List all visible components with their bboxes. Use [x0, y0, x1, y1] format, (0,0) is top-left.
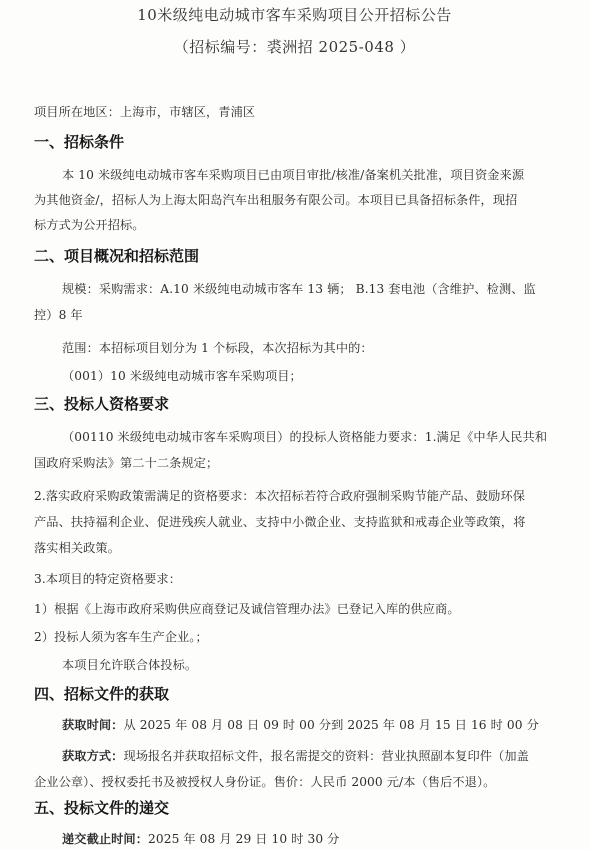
section-3-line-6: 3.本项目的特定资格要求：	[34, 572, 181, 586]
section-3-line-4: 产品、扶持福利企业、促进残疾人就业、支持中小微企业、支持监狱和戒毒企业等政策，将	[34, 515, 526, 529]
section-4-method-line	[62, 747, 529, 764]
section-5-deadline-line	[62, 830, 339, 847]
acquire-method-value: 现场报名并获取招标文件，报名需提交的资料：营业执照副本复印件（加盖	[123, 749, 529, 763]
section-2-scale-line-1: 规模：采购需求：A.10 米级纯电动城市客车 13 辆； B.13 套电池（含维护、检测、监	[62, 282, 536, 296]
section-4-heading: 四、招标文件的获取	[34, 685, 170, 703]
deadline-label: 递交截止时间：	[62, 832, 149, 846]
document-title: 10米级纯电动城市客车采购项目公开招标公告	[137, 6, 452, 24]
section-2-heading: 二、项目概况和招标范围	[34, 247, 200, 265]
section-1-line-3: 标方式为公开招标。	[34, 218, 145, 232]
section-4-line-3: 企业公章）、授权委托书及被授权人身份证。售价：人民币 2000 元/本（售后不退）。	[34, 775, 496, 789]
deadline-value: 2025 年 08 月 29 日 10 时 30 分	[148, 832, 340, 846]
project-region: 项目所在地区：上海市，市辖区，青浦区	[34, 105, 256, 119]
acquire-time-value: 从 2025 年 08 月 08 日 09 时 00 分到 2025 年 08 月 15 日 16 时 00 分	[123, 718, 539, 732]
section-4-time-line	[62, 716, 539, 733]
section-2-scale-line-2: 控）8 年	[34, 308, 83, 322]
section-5-heading: 五、投标文件的递交	[34, 799, 170, 817]
section-1-line-2: 为其他资金/，招标人为上海太阳岛汽车出租服务有限公司。本项目已具备招标条件，现招	[34, 193, 518, 207]
section-3-line-3: 2.落实政府采购政策需满足的资格要求：本次招标若符合政府强制采购节能产品、鼓励环保	[34, 489, 526, 503]
section-3-heading: 三、投标人资格要求	[34, 395, 170, 413]
section-1-line-1: 本 10 米级纯电动城市客车采购项目已由项目审批/核准/备案机关批准，项目资金来源	[62, 168, 525, 182]
tender-number: （招标编号：裘洲招 2025-048 ）	[173, 38, 416, 56]
acquire-time-label: 获取时间：	[62, 718, 124, 732]
section-3-line-9: 本项目允许联合体投标。	[62, 658, 198, 672]
section-3-line-2: 国政府采购法》第二十二条规定；	[34, 456, 219, 470]
section-3-line-1: （00110 米级纯电动城市客车采购项目）的投标人资格能力要求：1.满足《中华人民共和	[62, 430, 548, 444]
section-2-scope: 范围：本招标项目划分为 1 个标段，本次招标为其中的：	[62, 341, 373, 355]
section-3-line-7: 1）根据《上海市政府采购供应商登记及诚信管理办法》已登记入库的供应商。	[34, 602, 460, 616]
section-1-heading: 一、招标条件	[34, 133, 125, 151]
acquire-method-label: 获取方式：	[62, 749, 124, 763]
section-3-line-5: 落实相关政策。	[34, 541, 121, 555]
section-2-lot: （001）10 米级纯电动城市客车采购项目；	[62, 369, 302, 383]
section-3-line-8: 2）投标人须为客车生产企业。；	[34, 630, 208, 644]
